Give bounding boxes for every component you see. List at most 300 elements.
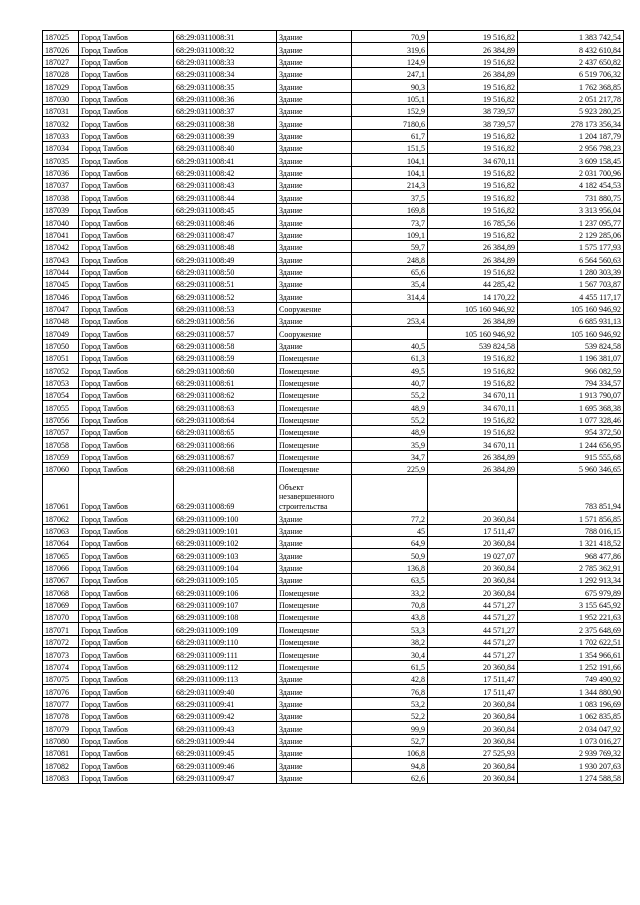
object-type-cell: Помещение xyxy=(277,438,352,450)
cost-per-unit-cell: 20 360,84 xyxy=(428,512,518,524)
city-cell: Город Тамбов xyxy=(79,327,174,339)
city-cell: Город Тамбов xyxy=(79,759,174,771)
cadastral-number-cell: 68:29:0311008:44 xyxy=(174,191,277,203)
row-id-cell: 187074 xyxy=(43,660,79,672)
total-cost-cell: 1 274 588,58 xyxy=(518,771,624,783)
city-cell: Город Тамбов xyxy=(79,388,174,400)
total-cost-cell: 1 252 191,66 xyxy=(518,660,624,672)
total-cost-cell: 1 073 016,27 xyxy=(518,734,624,746)
total-cost-cell: 8 432 610,84 xyxy=(518,43,624,55)
total-cost-cell: 749 490,92 xyxy=(518,672,624,684)
table-row xyxy=(43,475,624,512)
row-id-cell: 187053 xyxy=(43,376,79,388)
area-cell: 61,3 xyxy=(352,351,428,363)
table-row xyxy=(43,438,624,450)
row-id-cell: 187046 xyxy=(43,290,79,302)
cadastral-number-cell: 68:29:0311008:38 xyxy=(174,117,277,129)
table-row xyxy=(43,660,624,672)
cost-per-unit-cell: 26 384,89 xyxy=(428,314,518,326)
area-cell: 214,3 xyxy=(352,179,428,191)
area-cell: 33,2 xyxy=(352,586,428,598)
table-row xyxy=(43,759,624,771)
cost-per-unit-cell: 44 285,42 xyxy=(428,277,518,289)
area-cell: 94,8 xyxy=(352,759,428,771)
object-type-cell: Помещение xyxy=(277,376,352,388)
city-cell: Город Тамбов xyxy=(79,290,174,302)
row-id-cell: 187070 xyxy=(43,611,79,623)
table-row xyxy=(43,524,624,536)
city-cell: Город Тамбов xyxy=(79,240,174,252)
cost-per-unit-cell: 16 785,56 xyxy=(428,216,518,228)
city-cell: Город Тамбов xyxy=(79,672,174,684)
cadastral-number-cell: 68:29:0311008:64 xyxy=(174,413,277,425)
cadastral-number-cell: 68:29:0311008:58 xyxy=(174,339,277,351)
area-cell: 136,8 xyxy=(352,561,428,573)
cadastral-number-cell: 68:29:0311009:47 xyxy=(174,771,277,783)
object-type-cell: Здание xyxy=(277,314,352,326)
cost-per-unit-cell: 19 516,82 xyxy=(428,413,518,425)
cost-per-unit-cell: 17 511,47 xyxy=(428,524,518,536)
total-cost-cell: 3 609 158,45 xyxy=(518,154,624,166)
cost-per-unit-cell: 44 571,27 xyxy=(428,611,518,623)
table-row xyxy=(43,216,624,228)
total-cost-cell: 1 383 742,54 xyxy=(518,31,624,43)
area-cell: 55,2 xyxy=(352,388,428,400)
total-cost-cell: 1 083 196,69 xyxy=(518,697,624,709)
total-cost-cell: 1 280 303,39 xyxy=(518,265,624,277)
cost-per-unit-cell: 26 384,89 xyxy=(428,68,518,80)
table-row xyxy=(43,746,624,758)
total-cost-cell: 783 851,94 xyxy=(518,475,624,512)
cadastral-number-cell: 68:29:0311009:101 xyxy=(174,524,277,536)
table-row xyxy=(43,105,624,117)
cadastral-number-cell: 68:29:0311008:31 xyxy=(174,31,277,43)
object-type-cell: Здание xyxy=(277,228,352,240)
table-row xyxy=(43,203,624,215)
city-cell: Город Тамбов xyxy=(79,55,174,67)
cost-per-unit-cell: 19 516,82 xyxy=(428,364,518,376)
cadastral-number-cell: 68:29:0311008:37 xyxy=(174,105,277,117)
cadastral-number-cell: 68:29:0311009:100 xyxy=(174,512,277,524)
table-row xyxy=(43,364,624,376)
cadastral-number-cell: 68:29:0311008:45 xyxy=(174,203,277,215)
area-cell: 76,8 xyxy=(352,685,428,697)
area-cell: 35,4 xyxy=(352,277,428,289)
table-row xyxy=(43,191,624,203)
table-row xyxy=(43,302,624,314)
row-id-cell: 187051 xyxy=(43,351,79,363)
table-row xyxy=(43,426,624,438)
cost-per-unit-cell: 539 824,58 xyxy=(428,339,518,351)
cost-per-unit-cell: 19 516,82 xyxy=(428,351,518,363)
city-cell: Город Тамбов xyxy=(79,339,174,351)
area-cell: 53,2 xyxy=(352,697,428,709)
total-cost-cell: 2 031 700,96 xyxy=(518,166,624,178)
city-cell: Город Тамбов xyxy=(79,512,174,524)
cadastral-number-cell: 68:29:0311008:50 xyxy=(174,265,277,277)
table-row xyxy=(43,709,624,721)
row-id-cell: 187040 xyxy=(43,216,79,228)
cadastral-number-cell: 68:29:0311009:41 xyxy=(174,697,277,709)
area-cell: 169,8 xyxy=(352,203,428,215)
area-cell: 63,5 xyxy=(352,574,428,586)
cost-per-unit-cell: 44 571,27 xyxy=(428,648,518,660)
row-id-cell: 187045 xyxy=(43,277,79,289)
table-row xyxy=(43,179,624,191)
cadastral-number-cell: 68:29:0311008:61 xyxy=(174,376,277,388)
area-cell: 53,3 xyxy=(352,623,428,635)
row-id-cell: 187033 xyxy=(43,129,79,141)
object-type-cell: Здание xyxy=(277,771,352,783)
city-cell: Город Тамбов xyxy=(79,771,174,783)
object-type-cell: Помещение xyxy=(277,611,352,623)
total-cost-cell: 1 571 856,85 xyxy=(518,512,624,524)
cost-per-unit-cell: 38 739,57 xyxy=(428,105,518,117)
cadastral-number-cell: 68:29:0311008:52 xyxy=(174,290,277,302)
total-cost-cell: 1 062 835,85 xyxy=(518,709,624,721)
area-cell: 104,1 xyxy=(352,154,428,166)
cost-per-unit-cell: 26 384,89 xyxy=(428,450,518,462)
area-cell: 37,5 xyxy=(352,191,428,203)
area-cell: 43,8 xyxy=(352,611,428,623)
object-type-cell: Помещение xyxy=(277,413,352,425)
city-cell: Город Тамбов xyxy=(79,80,174,92)
row-id-cell: 187042 xyxy=(43,240,79,252)
cadastral-number-cell: 68:29:0311008:51 xyxy=(174,277,277,289)
city-cell: Город Тамбов xyxy=(79,537,174,549)
object-type-cell: Здание xyxy=(277,68,352,80)
object-type-cell: Здание xyxy=(277,129,352,141)
city-cell: Город Тамбов xyxy=(79,685,174,697)
row-id-cell: 187057 xyxy=(43,426,79,438)
table-row xyxy=(43,611,624,623)
table-row xyxy=(43,129,624,141)
cost-per-unit-cell: 19 027,07 xyxy=(428,549,518,561)
area-cell: 152,9 xyxy=(352,105,428,117)
object-type-cell: Помещение xyxy=(277,450,352,462)
city-cell: Город Тамбов xyxy=(79,43,174,55)
object-type-cell: Помещение xyxy=(277,364,352,376)
row-id-cell: 187048 xyxy=(43,314,79,326)
total-cost-cell: 1 237 095,77 xyxy=(518,216,624,228)
cost-per-unit-cell xyxy=(428,475,518,512)
object-type-cell: Здание xyxy=(277,746,352,758)
cost-per-unit-cell: 17 511,47 xyxy=(428,672,518,684)
city-cell: Город Тамбов xyxy=(79,203,174,215)
row-id-cell: 187028 xyxy=(43,68,79,80)
cadastral-number-cell: 68:29:0311008:43 xyxy=(174,179,277,191)
object-type-cell: Здание xyxy=(277,277,352,289)
total-cost-cell: 2 939 769,32 xyxy=(518,746,624,758)
total-cost-cell: 2 956 798,23 xyxy=(518,142,624,154)
table-row xyxy=(43,685,624,697)
row-id-cell: 187076 xyxy=(43,685,79,697)
table-row xyxy=(43,672,624,684)
row-id-cell: 187066 xyxy=(43,561,79,573)
cost-per-unit-cell: 19 516,82 xyxy=(428,55,518,67)
table-row xyxy=(43,450,624,462)
area-cell xyxy=(352,327,428,339)
city-cell: Город Тамбов xyxy=(79,191,174,203)
total-cost-cell: 954 372,50 xyxy=(518,426,624,438)
area-cell: 248,8 xyxy=(352,253,428,265)
row-id-cell: 187025 xyxy=(43,31,79,43)
city-cell: Город Тамбов xyxy=(79,142,174,154)
cost-per-unit-cell: 19 516,82 xyxy=(428,80,518,92)
area-cell: 61,5 xyxy=(352,660,428,672)
object-type-cell: Здание xyxy=(277,80,352,92)
city-cell: Город Тамбов xyxy=(79,413,174,425)
area-cell: 42,8 xyxy=(352,672,428,684)
row-id-cell: 187072 xyxy=(43,635,79,647)
area-cell: 52,7 xyxy=(352,734,428,746)
object-type-cell: Здание xyxy=(277,537,352,549)
cost-per-unit-cell: 17 511,47 xyxy=(428,685,518,697)
table-row xyxy=(43,537,624,549)
cost-per-unit-cell: 26 384,89 xyxy=(428,240,518,252)
cadastral-number-cell: 68:29:0311008:65 xyxy=(174,426,277,438)
total-cost-cell: 1 695 368,38 xyxy=(518,401,624,413)
cost-per-unit-cell: 20 360,84 xyxy=(428,759,518,771)
object-type-cell: Здание xyxy=(277,339,352,351)
cost-per-unit-cell: 20 360,84 xyxy=(428,586,518,598)
cost-per-unit-cell: 20 360,84 xyxy=(428,722,518,734)
city-cell: Город Тамбов xyxy=(79,314,174,326)
cadastral-number-cell: 68:29:0311008:46 xyxy=(174,216,277,228)
table-row xyxy=(43,228,624,240)
city-cell: Город Тамбов xyxy=(79,746,174,758)
object-type-cell: Сооружение xyxy=(277,302,352,314)
total-cost-cell: 1 344 880,90 xyxy=(518,685,624,697)
cadastral-number-cell: 68:29:0311009:102 xyxy=(174,537,277,549)
row-id-cell: 187031 xyxy=(43,105,79,117)
row-id-cell: 187068 xyxy=(43,586,79,598)
area-cell: 225,9 xyxy=(352,463,428,475)
total-cost-cell: 4 182 454,53 xyxy=(518,179,624,191)
city-cell: Город Тамбов xyxy=(79,154,174,166)
row-id-cell: 187075 xyxy=(43,672,79,684)
total-cost-cell: 6 519 706,32 xyxy=(518,68,624,80)
city-cell: Город Тамбов xyxy=(79,450,174,462)
row-id-cell: 187082 xyxy=(43,759,79,771)
row-id-cell: 187030 xyxy=(43,92,79,104)
city-cell: Город Тамбов xyxy=(79,179,174,191)
object-type-cell: Здание xyxy=(277,709,352,721)
object-type-cell: Здание xyxy=(277,117,352,129)
cadastral-number-cell: 68:29:0311008:67 xyxy=(174,450,277,462)
area-cell: 40,5 xyxy=(352,339,428,351)
total-cost-cell: 788 016,15 xyxy=(518,524,624,536)
row-id-cell: 187054 xyxy=(43,388,79,400)
table-row xyxy=(43,388,624,400)
total-cost-cell: 6 685 931,13 xyxy=(518,314,624,326)
total-cost-cell: 2 051 217,78 xyxy=(518,92,624,104)
object-type-cell: Здание xyxy=(277,179,352,191)
object-type-cell: Помещение xyxy=(277,648,352,660)
object-type-cell: Здание xyxy=(277,672,352,684)
city-cell: Город Тамбов xyxy=(79,549,174,561)
row-id-cell: 187029 xyxy=(43,80,79,92)
city-cell: Город Тамбов xyxy=(79,166,174,178)
cadastral-number-cell: 68:29:0311009:111 xyxy=(174,648,277,660)
table-row xyxy=(43,512,624,524)
city-cell: Город Тамбов xyxy=(79,648,174,660)
cadastral-number-cell: 68:29:0311008:63 xyxy=(174,401,277,413)
cadastral-number-cell: 68:29:0311008:48 xyxy=(174,240,277,252)
area-cell: 90,3 xyxy=(352,80,428,92)
cost-per-unit-cell: 20 360,84 xyxy=(428,709,518,721)
total-cost-cell: 1 930 207,63 xyxy=(518,759,624,771)
city-cell: Город Тамбов xyxy=(79,364,174,376)
row-id-cell: 187069 xyxy=(43,598,79,610)
cost-per-unit-cell: 26 384,89 xyxy=(428,43,518,55)
table-row xyxy=(43,771,624,783)
cadastral-number-cell: 68:29:0311008:59 xyxy=(174,351,277,363)
table-row xyxy=(43,166,624,178)
cost-per-unit-cell: 105 160 946,92 xyxy=(428,327,518,339)
area-cell: 45 xyxy=(352,524,428,536)
cadastral-number-cell: 68:29:0311008:66 xyxy=(174,438,277,450)
city-cell: Город Тамбов xyxy=(79,117,174,129)
cadastral-number-cell: 68:29:0311008:41 xyxy=(174,154,277,166)
table-row xyxy=(43,598,624,610)
table-row xyxy=(43,401,624,413)
total-cost-cell: 915 555,68 xyxy=(518,450,624,462)
table-row xyxy=(43,697,624,709)
cost-per-unit-cell: 19 516,82 xyxy=(428,376,518,388)
object-type-cell: Здание xyxy=(277,55,352,67)
cost-per-unit-cell: 20 360,84 xyxy=(428,771,518,783)
total-cost-cell: 1 292 913,34 xyxy=(518,574,624,586)
cost-per-unit-cell: 20 360,84 xyxy=(428,697,518,709)
cost-per-unit-cell: 19 516,82 xyxy=(428,142,518,154)
cost-per-unit-cell: 14 170,22 xyxy=(428,290,518,302)
table-row xyxy=(43,117,624,129)
row-id-cell: 187038 xyxy=(43,191,79,203)
city-cell: Город Тамбов xyxy=(79,475,174,512)
city-cell: Город Тамбов xyxy=(79,253,174,265)
area-cell: 40,7 xyxy=(352,376,428,388)
area-cell: 105,1 xyxy=(352,92,428,104)
object-type-cell: Здание xyxy=(277,574,352,586)
table-row xyxy=(43,240,624,252)
row-id-cell: 187065 xyxy=(43,549,79,561)
row-id-cell: 187026 xyxy=(43,43,79,55)
area-cell: 34,7 xyxy=(352,450,428,462)
area-cell: 319,6 xyxy=(352,43,428,55)
cadastral-number-cell: 68:29:0311008:40 xyxy=(174,142,277,154)
total-cost-cell: 5 960 346,65 xyxy=(518,463,624,475)
total-cost-cell: 2 437 650,82 xyxy=(518,55,624,67)
table-row xyxy=(43,635,624,647)
object-type-cell: Помещение xyxy=(277,660,352,672)
cadastral-number-cell: 68:29:0311008:47 xyxy=(174,228,277,240)
cost-per-unit-cell: 20 360,84 xyxy=(428,537,518,549)
row-id-cell: 187080 xyxy=(43,734,79,746)
total-cost-cell: 1 196 381,07 xyxy=(518,351,624,363)
cadastral-number-cell: 68:29:0311009:44 xyxy=(174,734,277,746)
city-cell: Город Тамбов xyxy=(79,586,174,598)
cost-per-unit-cell: 34 670,11 xyxy=(428,388,518,400)
table-row xyxy=(43,413,624,425)
row-id-cell: 187058 xyxy=(43,438,79,450)
area-cell: 30,4 xyxy=(352,648,428,660)
row-id-cell: 187049 xyxy=(43,327,79,339)
cost-per-unit-cell: 20 360,84 xyxy=(428,574,518,586)
cost-per-unit-cell: 44 571,27 xyxy=(428,598,518,610)
object-type-cell: Помещение xyxy=(277,401,352,413)
object-type-cell: Здание xyxy=(277,216,352,228)
cadastral-number-cell: 68:29:0311009:104 xyxy=(174,561,277,573)
table-body xyxy=(43,31,624,784)
object-type-cell: Здание xyxy=(277,561,352,573)
cadastral-number-cell: 68:29:0311009:108 xyxy=(174,611,277,623)
row-id-cell: 187043 xyxy=(43,253,79,265)
object-type-cell: Здание xyxy=(277,759,352,771)
object-type-cell: Здание xyxy=(277,253,352,265)
total-cost-cell: 3 313 956,04 xyxy=(518,203,624,215)
area-cell: 109,1 xyxy=(352,228,428,240)
total-cost-cell: 2 785 362,91 xyxy=(518,561,624,573)
area-cell: 73,7 xyxy=(352,216,428,228)
cost-per-unit-cell: 19 516,82 xyxy=(428,31,518,43)
area-cell: 106,8 xyxy=(352,746,428,758)
cadastral-number-cell: 68:29:0311008:34 xyxy=(174,68,277,80)
total-cost-cell: 794 334,57 xyxy=(518,376,624,388)
city-cell: Город Тамбов xyxy=(79,611,174,623)
area-cell: 48,9 xyxy=(352,426,428,438)
object-type-cell: Здание xyxy=(277,191,352,203)
table-row xyxy=(43,623,624,635)
object-type-cell: Здание xyxy=(277,166,352,178)
object-type-cell: Помещение xyxy=(277,463,352,475)
row-id-cell: 187060 xyxy=(43,463,79,475)
total-cost-cell: 968 477,86 xyxy=(518,549,624,561)
total-cost-cell: 1 702 622,51 xyxy=(518,635,624,647)
row-id-cell: 187056 xyxy=(43,413,79,425)
object-type-cell: Здание xyxy=(277,685,352,697)
object-type-cell: Здание xyxy=(277,265,352,277)
table-row xyxy=(43,55,624,67)
total-cost-cell: 2 375 648,69 xyxy=(518,623,624,635)
row-id-cell: 187083 xyxy=(43,771,79,783)
cadastral-number-cell: 68:29:0311009:109 xyxy=(174,623,277,635)
table-row xyxy=(43,265,624,277)
row-id-cell: 187077 xyxy=(43,697,79,709)
row-id-cell: 187055 xyxy=(43,401,79,413)
row-id-cell: 187047 xyxy=(43,302,79,314)
total-cost-cell: 105 160 946,92 xyxy=(518,327,624,339)
city-cell: Город Тамбов xyxy=(79,426,174,438)
cost-per-unit-cell: 19 516,82 xyxy=(428,166,518,178)
area-cell: 52,2 xyxy=(352,709,428,721)
area-cell: 247,1 xyxy=(352,68,428,80)
object-type-cell: Здание xyxy=(277,512,352,524)
cadastral-number-cell: 68:29:0311009:112 xyxy=(174,660,277,672)
city-cell: Город Тамбов xyxy=(79,302,174,314)
total-cost-cell: 1 321 418,52 xyxy=(518,537,624,549)
table-row xyxy=(43,92,624,104)
city-cell: Город Тамбов xyxy=(79,105,174,117)
object-type-cell: Здание xyxy=(277,203,352,215)
property-table xyxy=(42,30,624,784)
row-id-cell: 187061 xyxy=(43,475,79,512)
area-cell: 62,6 xyxy=(352,771,428,783)
row-id-cell: 187079 xyxy=(43,722,79,734)
area-cell: 48,9 xyxy=(352,401,428,413)
area-cell: 65,6 xyxy=(352,265,428,277)
table-row xyxy=(43,253,624,265)
